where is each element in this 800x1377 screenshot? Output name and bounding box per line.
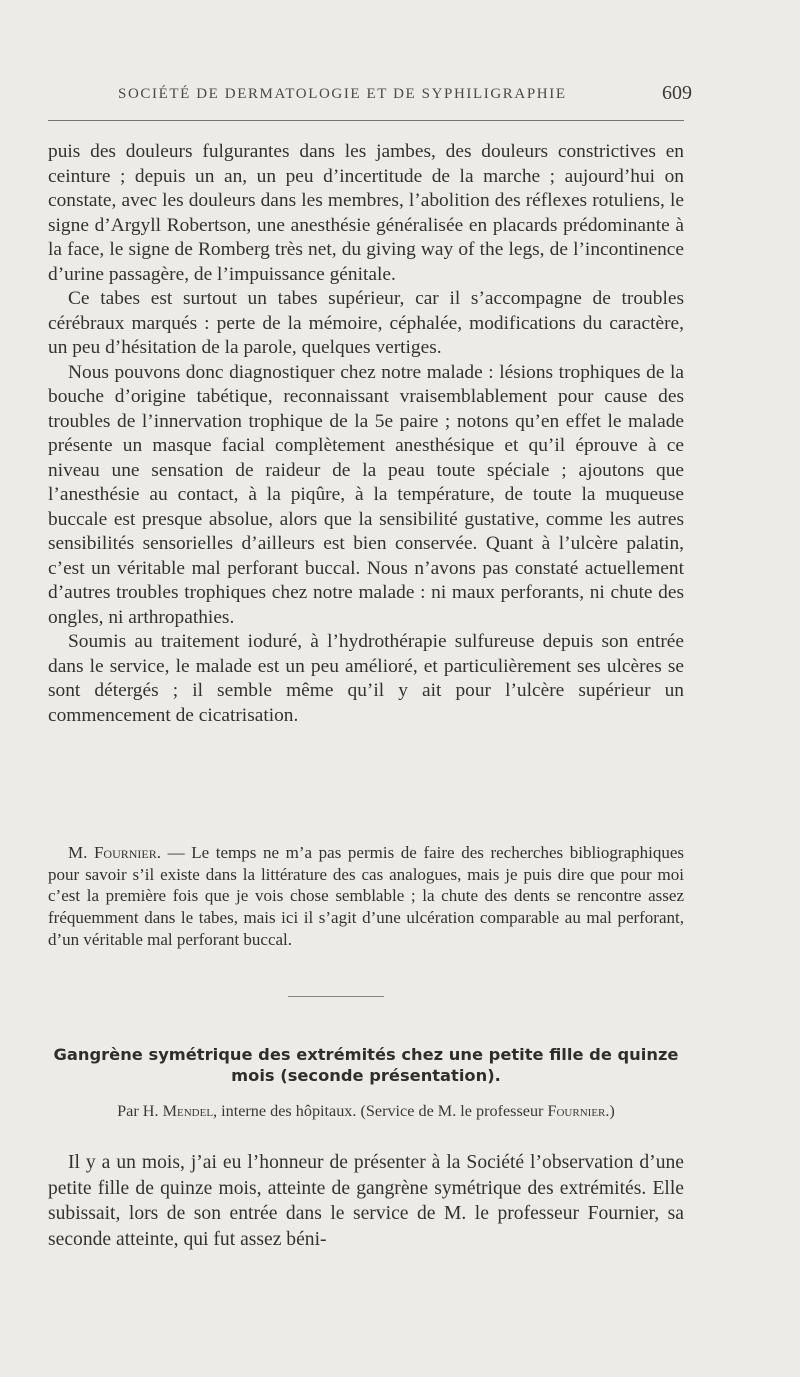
article-body (48, 1150, 684, 1252)
running-head (48, 82, 692, 110)
service-head-name: Fournier (547, 1102, 606, 1120)
byline-prefix: Par H. (117, 1102, 163, 1120)
article-title: Gangrène symétrique des extrémités chez une petite fille de quinze mois (seconde présentation). (53, 1045, 679, 1085)
paragraph: puis des douleurs fulgurantes dans les jambes, des douleurs constrictives en ceinture ; depuis un an, un peu d’incertitude de la marche ; aujourd’hui on constate, avec les douleurs dans les membres, l’abolition des réflexes rotuliens, le signe d’Argyll Robertson, une anesthésie généralisée en placards prédominante à la face, le signe de Romberg très net, du giving way of the legs, de l’incontinence d’urine passagère, de l’impuissance génitale. (48, 141, 684, 285)
comment-speaker: M. Fournier. (68, 843, 162, 862)
paragraph: Il y a un mois, j’ai eu l’honneur de présenter à la Société l’observation d’une petite fille de quinze mois, atteinte de gangrène symétrique des extrémités. Elle subissait, lors de son entrée dans le service de M. le professeur Fournier, sa seconde atteinte, qui fut assez béni- (48, 1152, 684, 1250)
comment-paragraph (48, 842, 684, 951)
paragraph: Soumis au traitement ioduré, à l’hydrothérapie sulfureuse depuis son entrée dans le service, le malade est un peu amélioré, et particulièrement ses ulcères se sont détergés ; il semble même qu’il y ait pour l’ulcère supérieur un commencement de cicatrisation. (48, 631, 684, 726)
section-separator (288, 996, 384, 997)
case-report-text (48, 140, 684, 728)
paragraph: Ce tabes est surtout un tabes supérieur, car il s’accompagne de troubles cérébraux marqués : perte de la mémoire, céphalée, modifications du caractère, un peu d’hésitation de la parole, quelques vertiges. (48, 288, 684, 358)
discussion-comment (48, 842, 684, 951)
article-byline (48, 1102, 684, 1121)
header-rule (48, 120, 684, 121)
paragraph: Nous pouvons donc diagnostiquer chez notre malade : lésions trophiques de la bouche d’origine tabétique, reconnaissant vraisemblablement pour cause des troubles de l’innervation trophique de la 5e paire ; notons qu’en effet le malade présente un masque facial complètement anesthésique et qu’il éprouve à ce niveau une sensation de raideur de la peau toute spéciale ; ajoutons que l’anesthésie au contact, à la piqûre, à la température, de toute la muqueuse buccale est presque absolue, alors que la sensibilité gustative, comme les autres sensibilités sensorielles d’ailleurs est bien conservée. Quant à l’ulcère palatin, c’est un véritable mal perforant buccal. Nous n’avons pas constaté actuellement d’autres troubles trophiques chez notre malade : ni maux perforants, ni chute des ongles, ni arthropathies. (48, 361, 684, 628)
page-number: 609 (662, 82, 692, 104)
byline-suffix: .) (605, 1102, 615, 1120)
comment-text: — Le temps ne m’a pas permis de faire des recherches bibliographiques pour savoir s’il existe dans la littérature des cas analogues, mais je puis dire que pour moi c’est la première fois que je vois chose semblable ; la chute des dents se rencontre assez fréquemment dans le tabes, mais ici il s’agit d’une ulcération comparable au mal perforant, d’un véritable mal perforant buccal. (48, 843, 684, 949)
byline-middle: , interne des hôpitaux. (Service de M. le professeur (213, 1102, 548, 1120)
author-name: Mendel (162, 1102, 214, 1120)
running-title: SOCIÉTÉ DE DERMATOLOGIE ET DE SYPHILIGRAPHIE (118, 86, 567, 102)
